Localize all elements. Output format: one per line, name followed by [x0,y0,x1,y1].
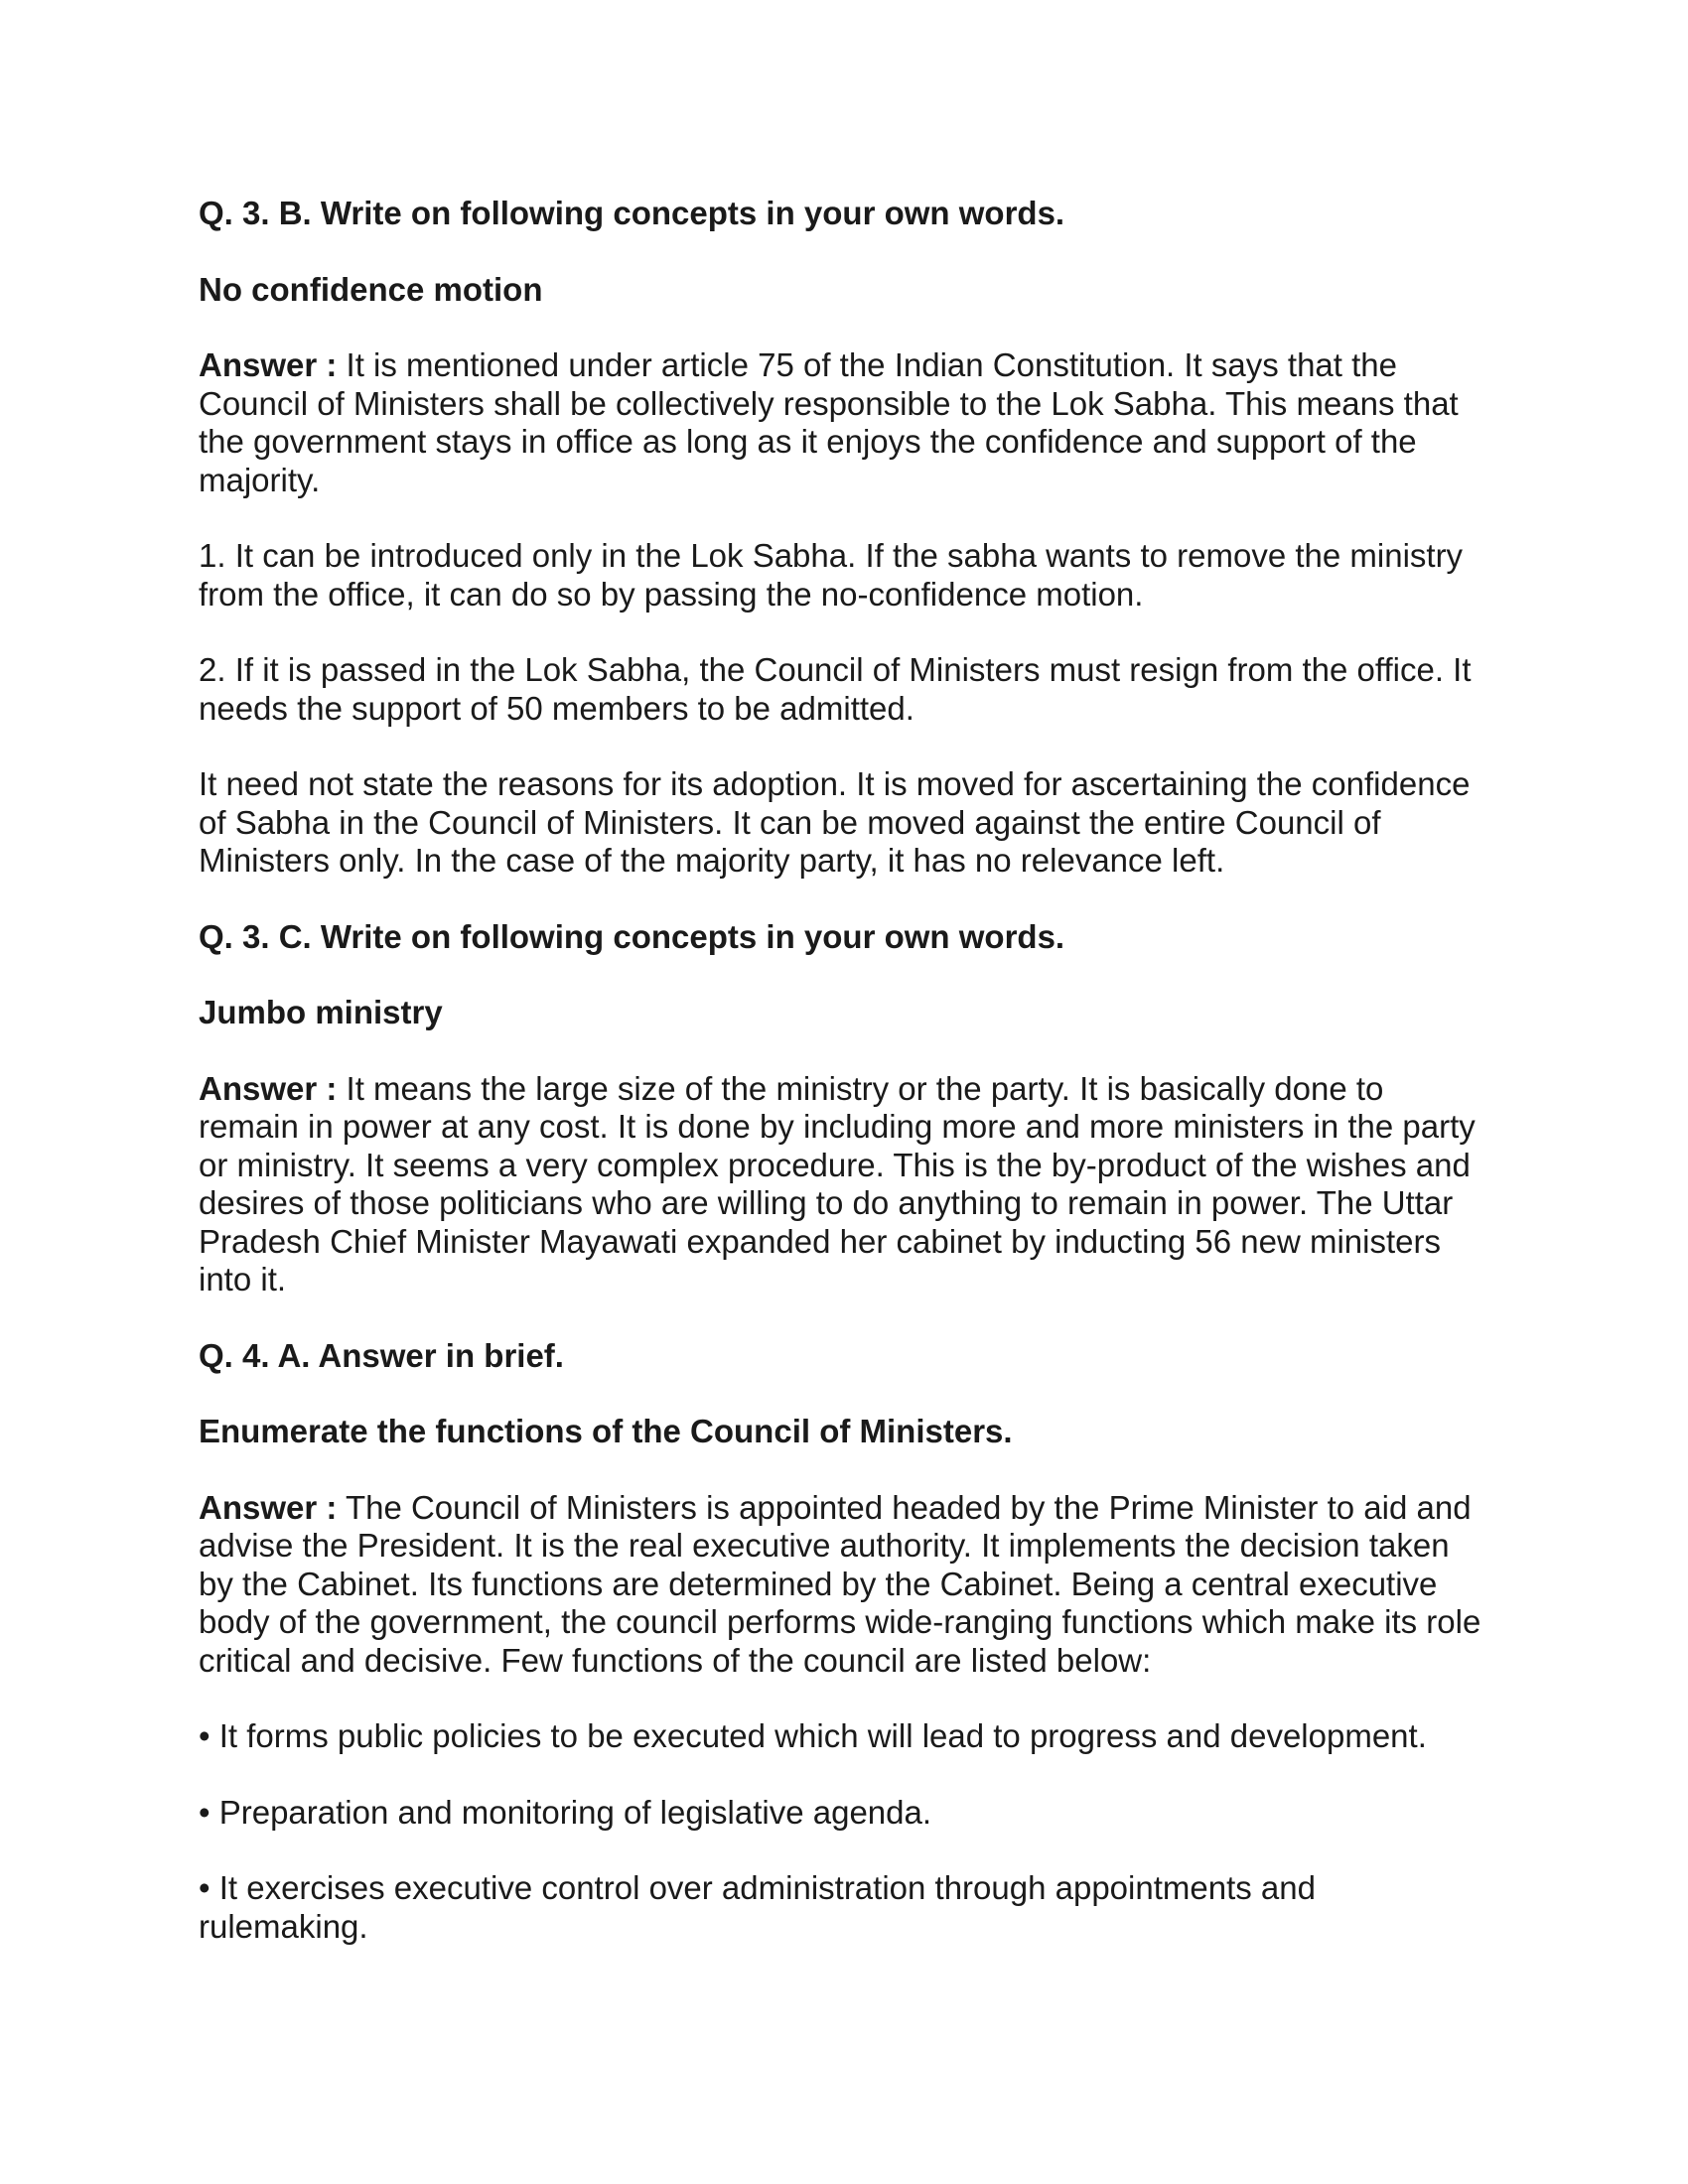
answer-label: Answer : [199,346,338,383]
topic-heading-jumbo-ministry: Jumbo ministry [199,994,443,1030]
answer-text: The Council of Ministers is appointed headed by the Prime Minister to aid and advise the President. It is the real executive authority. It implements the decision taken by the Cabinet. Its functions are determined by the Cabinet. Being a central executive body of the government, the council performs wide-ranging functions which make its role critical and decisive. Few functions of the council are listed below: [199,1488,1481,1679]
answer-label: Answer : [199,1488,338,1526]
point-paragraph-2: 2. If it is passed in the Lok Sabha, the Council of Ministers must resign from the office. It needs the support of 50 members to be admitted. [199,651,1472,727]
bullet-item: • Preparation and monitoring of legislative agenda. [199,1793,932,1831]
bullet-item: • It exercises executive control over administration through appointments and rulemaking. [199,1869,1316,1945]
topic-heading-no-confidence-motion: No confidence motion [199,270,543,308]
answer-paragraph-q3b [199,346,1489,499]
answer-label: Answer : [199,1069,338,1107]
document-page [199,195,1489,1983]
point-paragraph-1: 1. It can be introduced only in the Lok Sabha. If the sabha wants to remove the ministry from the office, it can do so by passing the no-confidence motion. [199,537,1464,613]
bullet-item: • It forms public policies to be executed which will lead to progress and development. [199,1717,1427,1754]
answer-text: It means the large size of the ministry or the party. It is basically done to remain in power at any cost. It is done by including more and more ministers in the party or ministry. It seems a very complex procedure. This is the by-product of the wishes and desires of those politicians who are willing to do anything to remain in power. The Uttar Pradesh Chief Minister Mayawati expanded her cabinet by inducting 56 new ministers into it. [199,1069,1476,1297]
topic-heading-council-functions: Enumerate the functions of the Council of Ministers. [199,1413,1013,1449]
question-heading-q3b: Q. 3. B. Write on following concepts in your own words. [199,195,1065,231]
closing-paragraph-q3b: It need not state the reasons for its adoption. It is moved for ascertaining the confidence of Sabha in the Council of Ministers. It can be moved against the entire Council of Ministers only. In the case of the majority party, it has no relevance left. [199,765,1471,879]
answer-paragraph-q3c [199,1070,1489,1299]
question-heading-q4a: Q. 4. A. Answer in brief. [199,1336,564,1374]
question-heading-q3c: Q. 3. C. Write on following concepts in your own words. [199,917,1065,955]
answer-text: It is mentioned under article 75 of the Indian Constitution. It says that the Council of Ministers shall be collectively responsible to the Lok Sabha. This means that the government stays in office as long as it enjoys the confidence and support of the majority. [199,346,1459,498]
answer-paragraph-q4a [199,1489,1489,1681]
